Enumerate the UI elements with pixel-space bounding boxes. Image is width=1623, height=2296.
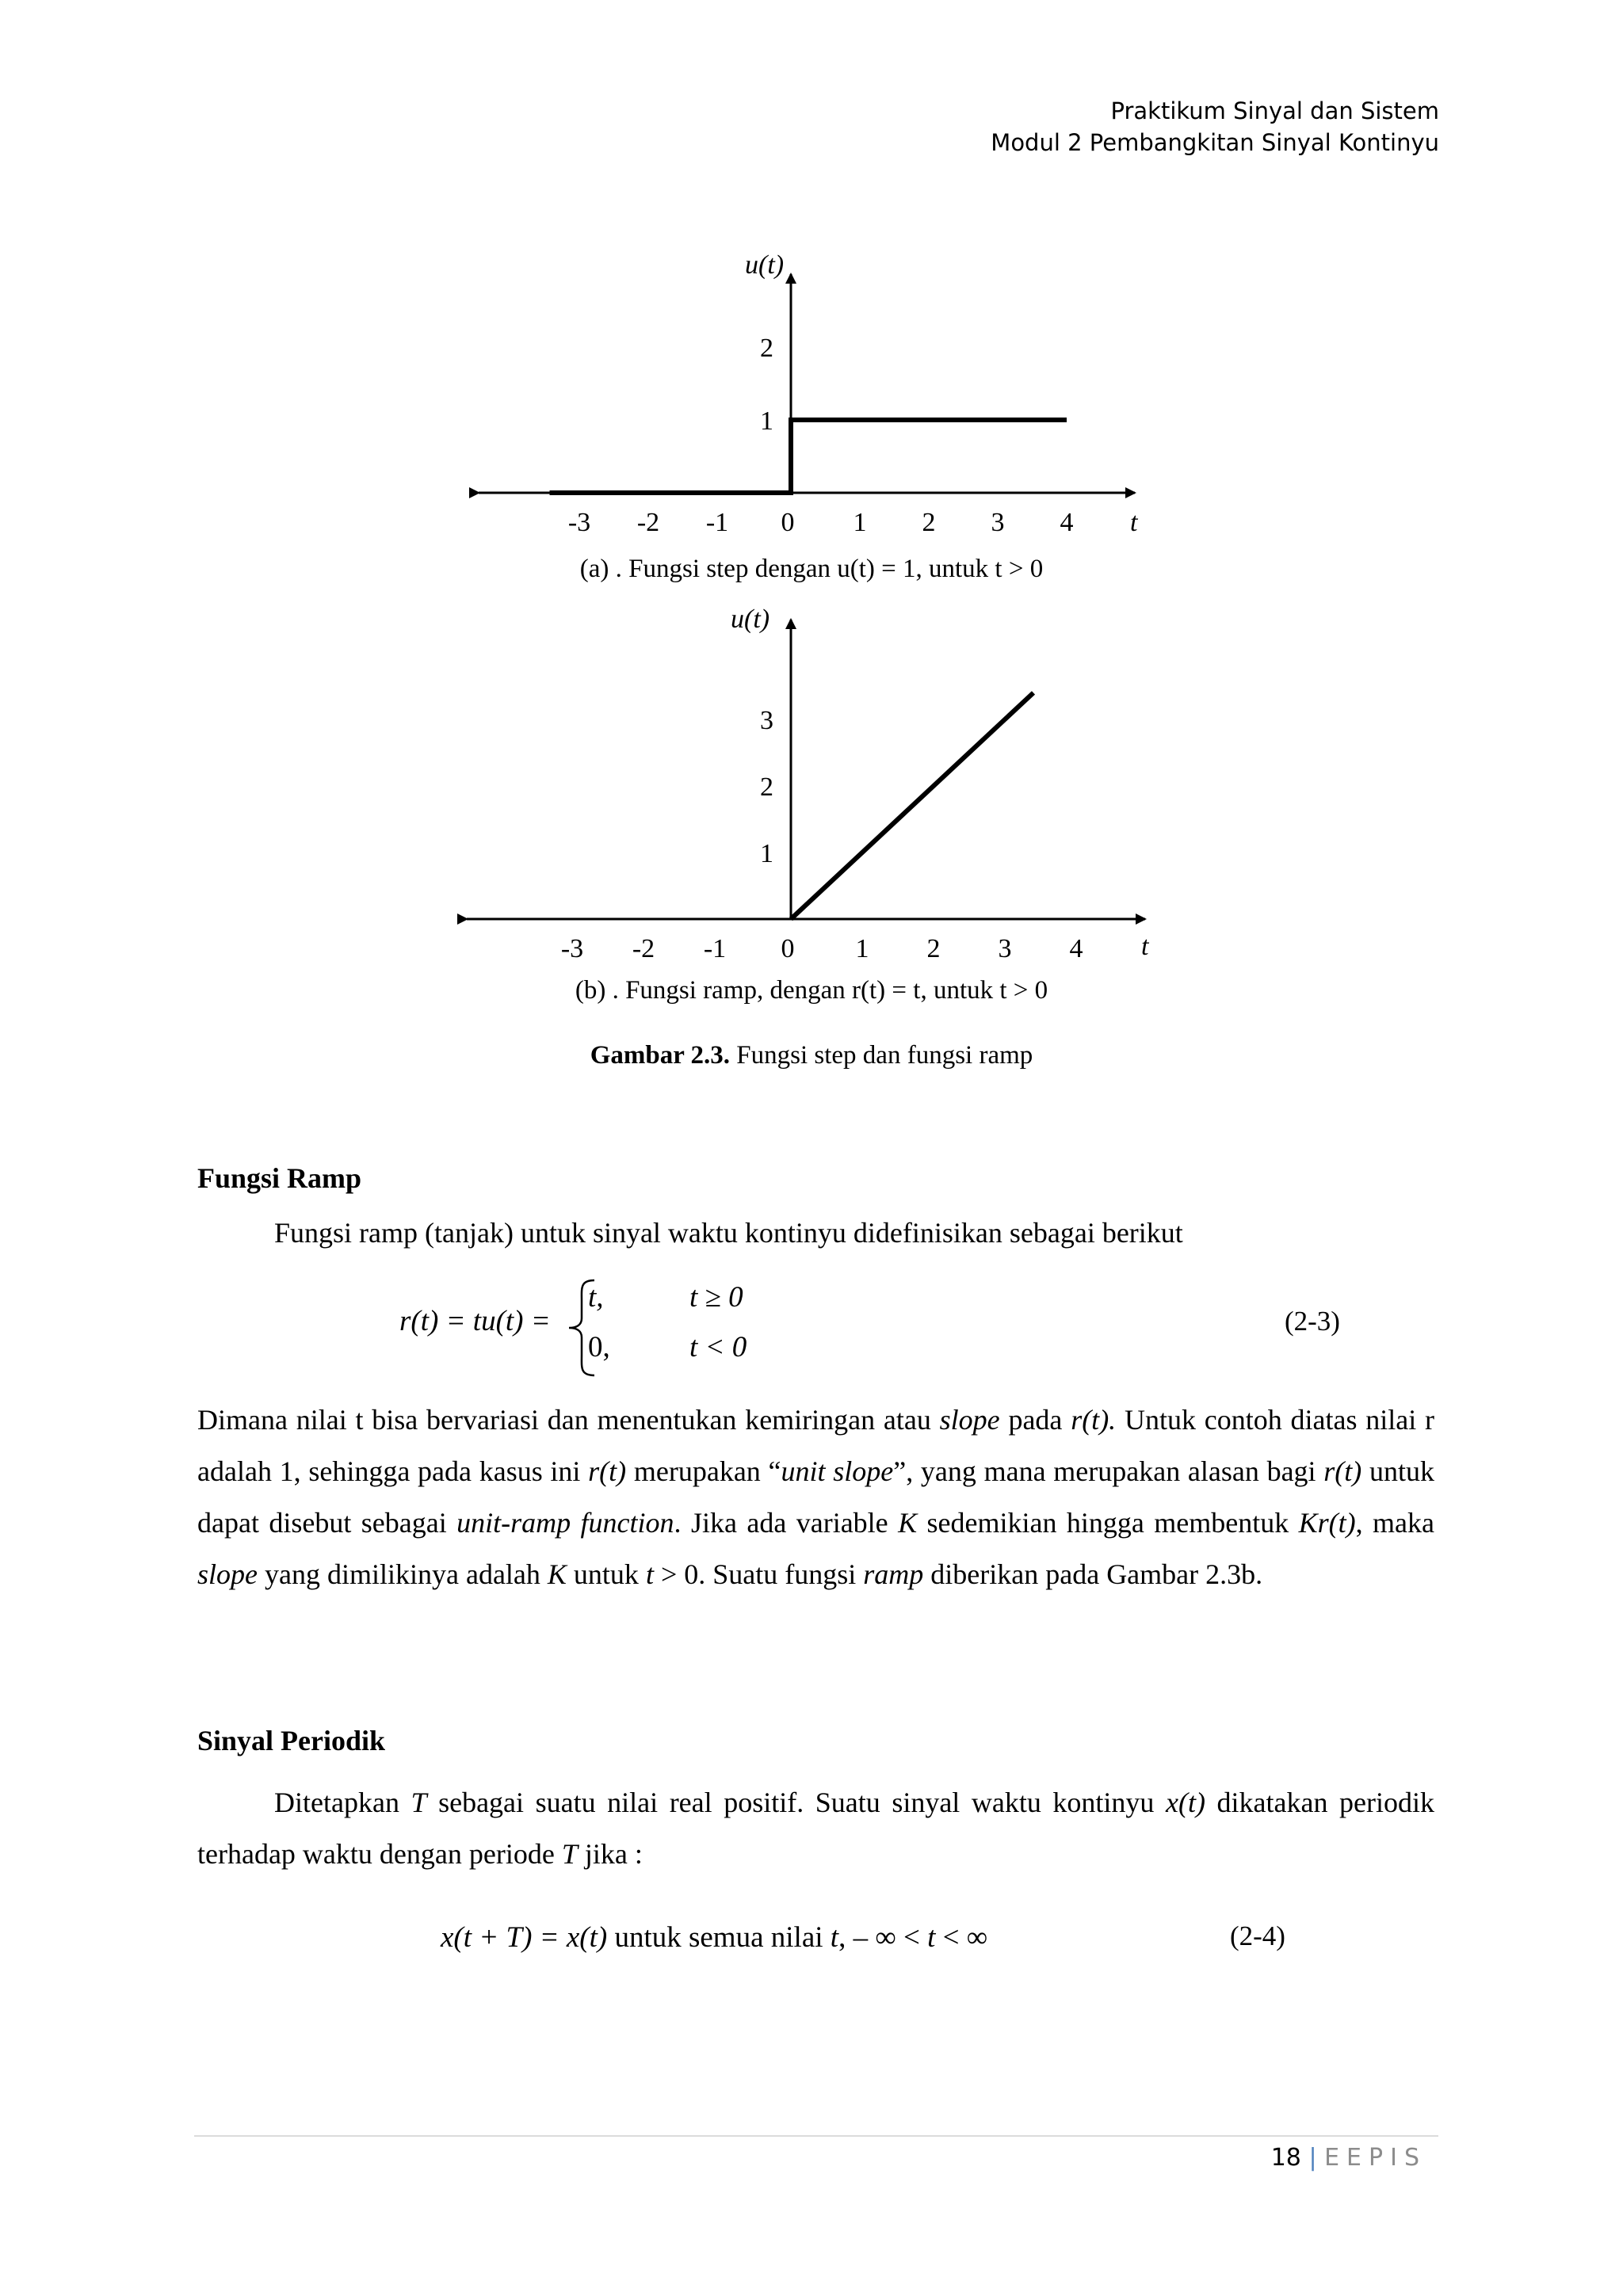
text: , maka (1355, 1507, 1435, 1539)
series-line (550, 420, 1067, 493)
text: slope (939, 1404, 1000, 1436)
text: x(t + T) = x(t) (441, 1921, 608, 1954)
x-tick-label: -3 (567, 508, 591, 537)
figure-caption (0, 1041, 1623, 1070)
text: > 0. Suatu fungsi (653, 1558, 864, 1590)
section-title-periodic: Sinyal Periodik (197, 1725, 386, 1756)
series-line (791, 692, 1033, 919)
text: merupakan “ (626, 1455, 781, 1487)
equation-number: (2-3) (1285, 1306, 1340, 1337)
header-subtitle: Modul 2 Pembangkitan Sinyal Kontinyu (991, 129, 1439, 156)
x-tick-label: 0 (781, 934, 795, 963)
text: r(t) (1323, 1455, 1362, 1487)
x-tick-label: 0 (781, 508, 795, 537)
section-title-ramp: Fungsi Ramp (197, 1162, 362, 1194)
page-footer (1271, 2144, 1426, 2172)
x-tick-label: 2 (922, 508, 936, 537)
text: Dimana nilai t bisa bervariasi dan menentukan kemiringan atau (197, 1404, 940, 1436)
text: , – ∞ < (838, 1921, 928, 1954)
text: dikatakan periodik terhadap waktu dengan periode (197, 1787, 1434, 1870)
text: < ∞ (935, 1921, 988, 1954)
y-axis-label: u(t) (731, 605, 770, 634)
x-tick-label: -1 (703, 934, 727, 963)
figure-a-caption: (a) . Fungsi step dengan u(t) = 1, untuk t > 0 (579, 555, 1044, 583)
text: x(t) (1165, 1787, 1205, 1818)
footer-org: EEPIS (1324, 2144, 1426, 2172)
text: untuk (566, 1558, 646, 1590)
text: pada (999, 1404, 1071, 1436)
case1-value: t, (588, 1281, 604, 1314)
ramp-intro: Fungsi ramp (tanjak) untuk sinyal waktu kontinyu didefinisikan sebagai berikut (274, 1217, 1183, 1249)
x-tick-label: 2 (926, 934, 941, 963)
text: yang dimilikinya adalah (258, 1558, 548, 1590)
footer-divider (194, 2135, 1438, 2137)
y-tick-label: 2 (760, 334, 773, 363)
text: slope (197, 1558, 258, 1590)
footer-separator: | (1308, 2144, 1317, 2172)
text: . Jika ada variable (674, 1507, 899, 1539)
text: T (561, 1838, 578, 1870)
x-tick-label: 1 (853, 508, 867, 537)
equation-2-4 (441, 1920, 987, 1955)
y-axis-label: u(t) (745, 250, 785, 280)
text: ”, yang mana merupakan alasan bagi (893, 1455, 1324, 1487)
text: K (898, 1507, 918, 1539)
page-number: 18 (1270, 2144, 1301, 2172)
text: r(t) (588, 1455, 627, 1487)
figure-caption-label: Gambar 2.3. (590, 1041, 731, 1070)
figure-b-caption: (b) . Fungsi ramp, dengan r(t) = t, untuk t > 0 (575, 976, 1048, 1005)
text: t (830, 1921, 839, 1954)
text: diberikan pada Gambar 2.3b. (923, 1558, 1263, 1590)
text: unit slope (781, 1455, 894, 1487)
equation-number: (2-4) (1230, 1920, 1285, 1951)
text: sebagai suatu nilai real positif. Suatu sinyal waktu kontinyu (426, 1787, 1166, 1818)
x-tick-label: 1 (855, 934, 869, 963)
y-tick-label: 2 (760, 772, 773, 802)
text: K (547, 1558, 567, 1590)
x-tick-label: 3 (998, 934, 1012, 963)
text: r(t). (1071, 1404, 1117, 1436)
y-tick-label: 1 (760, 406, 773, 436)
case2-value: 0, (588, 1331, 610, 1363)
text: T (411, 1787, 427, 1818)
page-header (991, 95, 1439, 158)
text: Untuk contoh diatas nilai r adalah 1, sehingga pada kasus ini (197, 1404, 1434, 1487)
y-tick-label: 1 (760, 839, 773, 868)
step-function-figure (0, 238, 1623, 586)
x-tick-label: -3 (560, 934, 584, 963)
x-tick-label: -1 (705, 508, 729, 537)
text: unit-ramp function (456, 1507, 674, 1539)
x-axis-label: t (1141, 932, 1149, 961)
x-tick-label: 4 (1069, 934, 1083, 963)
case2-condition: t < 0 (689, 1331, 747, 1363)
x-tick-label: -2 (632, 934, 655, 963)
text: Ditetapkan (274, 1787, 411, 1818)
text: ramp (863, 1558, 924, 1590)
text: sedemikian hingga membentuk (917, 1507, 1299, 1539)
y-tick-label: 3 (760, 706, 773, 735)
text: untuk dapat disebut sebagai (197, 1455, 1434, 1539)
case1-condition: t ≥ 0 (689, 1281, 743, 1314)
x-tick-label: 4 (1060, 508, 1074, 537)
x-tick-label: 3 (991, 508, 1005, 537)
x-tick-label: -2 (636, 508, 660, 537)
ramp-function-figure (0, 605, 1623, 998)
text: untuk semua nilai (607, 1921, 831, 1954)
x-axis-label: t (1130, 508, 1138, 537)
text: t (927, 1921, 936, 1954)
ramp-paragraph (197, 1394, 1434, 1600)
text: Kr(t) (1298, 1507, 1356, 1539)
header-title: Praktikum Sinyal dan Sistem (1110, 97, 1439, 124)
text: t (645, 1558, 654, 1590)
equation-lhs: r(t) = tu(t) = (399, 1305, 551, 1337)
text: jika : (577, 1838, 643, 1870)
periodic-paragraph (197, 1777, 1434, 1880)
figure-caption-text: Fungsi step dan fungsi ramp (730, 1041, 1033, 1070)
